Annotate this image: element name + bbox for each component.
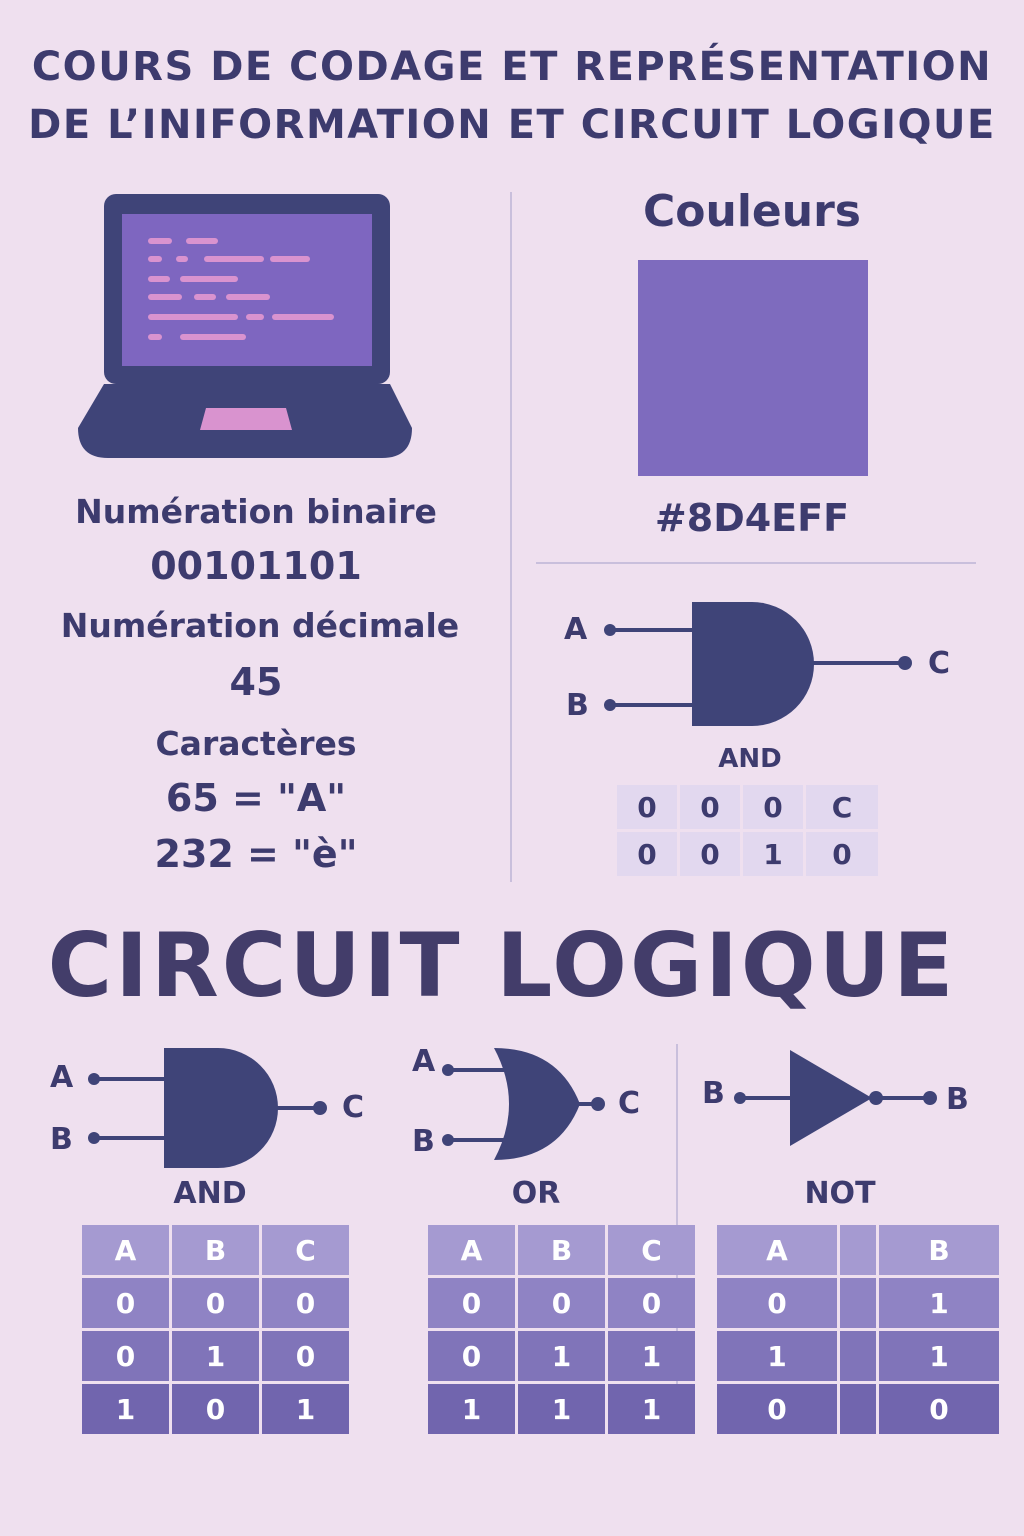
and-gate-label: AND: [718, 744, 782, 774]
table-cell: 0: [172, 1384, 259, 1434]
table-header-cell: C: [608, 1225, 695, 1275]
table-cell: 0: [743, 785, 803, 829]
table-cell: 0: [806, 832, 878, 876]
colors-label: Couleurs: [643, 186, 861, 237]
table-cell: 0: [82, 1278, 169, 1328]
and-output-c-label: C: [928, 646, 951, 681]
characters-label: Caractères: [155, 724, 357, 763]
or-output-label: C: [618, 1086, 641, 1121]
table-cell: 0: [262, 1331, 349, 1381]
table-cell: 1: [608, 1384, 695, 1434]
and-bottom-gate-label: AND: [173, 1176, 247, 1211]
table-cell: 0: [680, 785, 740, 829]
color-swatch: [638, 260, 868, 476]
table-cell: 0: [879, 1384, 999, 1434]
table-cell: [840, 1278, 876, 1328]
table-cell: C: [806, 785, 878, 829]
and-bottom-input-a-label: A: [50, 1060, 74, 1095]
table-header-cell: B: [172, 1225, 259, 1275]
table-cell: 0: [428, 1278, 515, 1328]
and-bottom-output-label: C: [342, 1090, 365, 1125]
not-gate-icon: [730, 1046, 940, 1150]
table-cell: 0: [82, 1331, 169, 1381]
table-cell: 0: [717, 1278, 837, 1328]
and-gate-icon: [600, 600, 920, 730]
not-input-label: B: [702, 1076, 725, 1111]
table-cell: 1: [82, 1384, 169, 1434]
table-cell: 1: [262, 1384, 349, 1434]
table-header-cell: B: [879, 1225, 999, 1275]
binary-label: Numération binaire: [75, 492, 437, 531]
not-truth-table: [714, 1222, 1002, 1437]
and-input-b-label: B: [566, 688, 589, 723]
and-truth-table: [79, 1222, 352, 1437]
or-input-b-label: B: [412, 1124, 435, 1159]
laptop-icon: [76, 192, 416, 462]
table-cell: 0: [428, 1331, 515, 1381]
and-bottom-input-b-label: B: [50, 1122, 73, 1157]
character-example-1: 65 = "A": [165, 776, 347, 820]
table-cell: 1: [743, 832, 803, 876]
table-cell: 0: [172, 1278, 259, 1328]
table-header-cell: B: [518, 1225, 605, 1275]
and-mini-truth-table: [614, 782, 881, 879]
table-header-cell: A: [428, 1225, 515, 1275]
table-cell: 1: [608, 1331, 695, 1381]
or-input-a-label: A: [412, 1044, 436, 1079]
table-header-cell: A: [717, 1225, 837, 1275]
table-cell: 1: [717, 1331, 837, 1381]
title-line-1: COURS DE CODAGE ET REPRÉSENTATION: [31, 44, 993, 90]
table-cell: 1: [172, 1331, 259, 1381]
table-cell: 0: [617, 832, 677, 876]
page-title: [0, 38, 1024, 154]
table-cell: 1: [518, 1331, 605, 1381]
not-output-label: B: [946, 1082, 969, 1117]
table-cell: 0: [262, 1278, 349, 1328]
table-cell: 0: [617, 785, 677, 829]
or-truth-table: [425, 1222, 698, 1437]
color-hex-value: #8D4EFF: [654, 496, 850, 540]
decimal-label: Numération décimale: [60, 606, 460, 645]
or-gate-label: OR: [511, 1176, 561, 1211]
table-cell: 0: [717, 1384, 837, 1434]
table-cell: [840, 1384, 876, 1434]
table-cell: 1: [879, 1331, 999, 1381]
horizontal-divider: [536, 562, 976, 564]
table-header-cell: A: [82, 1225, 169, 1275]
binary-value: 00101101: [150, 544, 362, 588]
and-input-a-label: A: [564, 612, 588, 647]
or-gate-icon: [440, 1046, 610, 1162]
title-line-2: DE L’INIFORMATION ET CIRCUIT LOGIQUE: [28, 102, 996, 148]
table-cell: 0: [518, 1278, 605, 1328]
character-example-2: 232 = "è": [154, 832, 358, 876]
table-cell: 1: [518, 1384, 605, 1434]
table-cell: [840, 1331, 876, 1381]
table-cell: 0: [608, 1278, 695, 1328]
table-cell: 0: [680, 832, 740, 876]
section-title: CIRCUIT LOGIQUE: [47, 914, 957, 1017]
decimal-value: 45: [229, 660, 283, 704]
table-header-cell: C: [262, 1225, 349, 1275]
table-header-cell: [840, 1225, 876, 1275]
table-cell: 1: [428, 1384, 515, 1434]
not-gate-label: NOT: [804, 1176, 876, 1211]
and-gate-bottom-icon: [84, 1046, 334, 1172]
table-cell: 1: [879, 1278, 999, 1328]
